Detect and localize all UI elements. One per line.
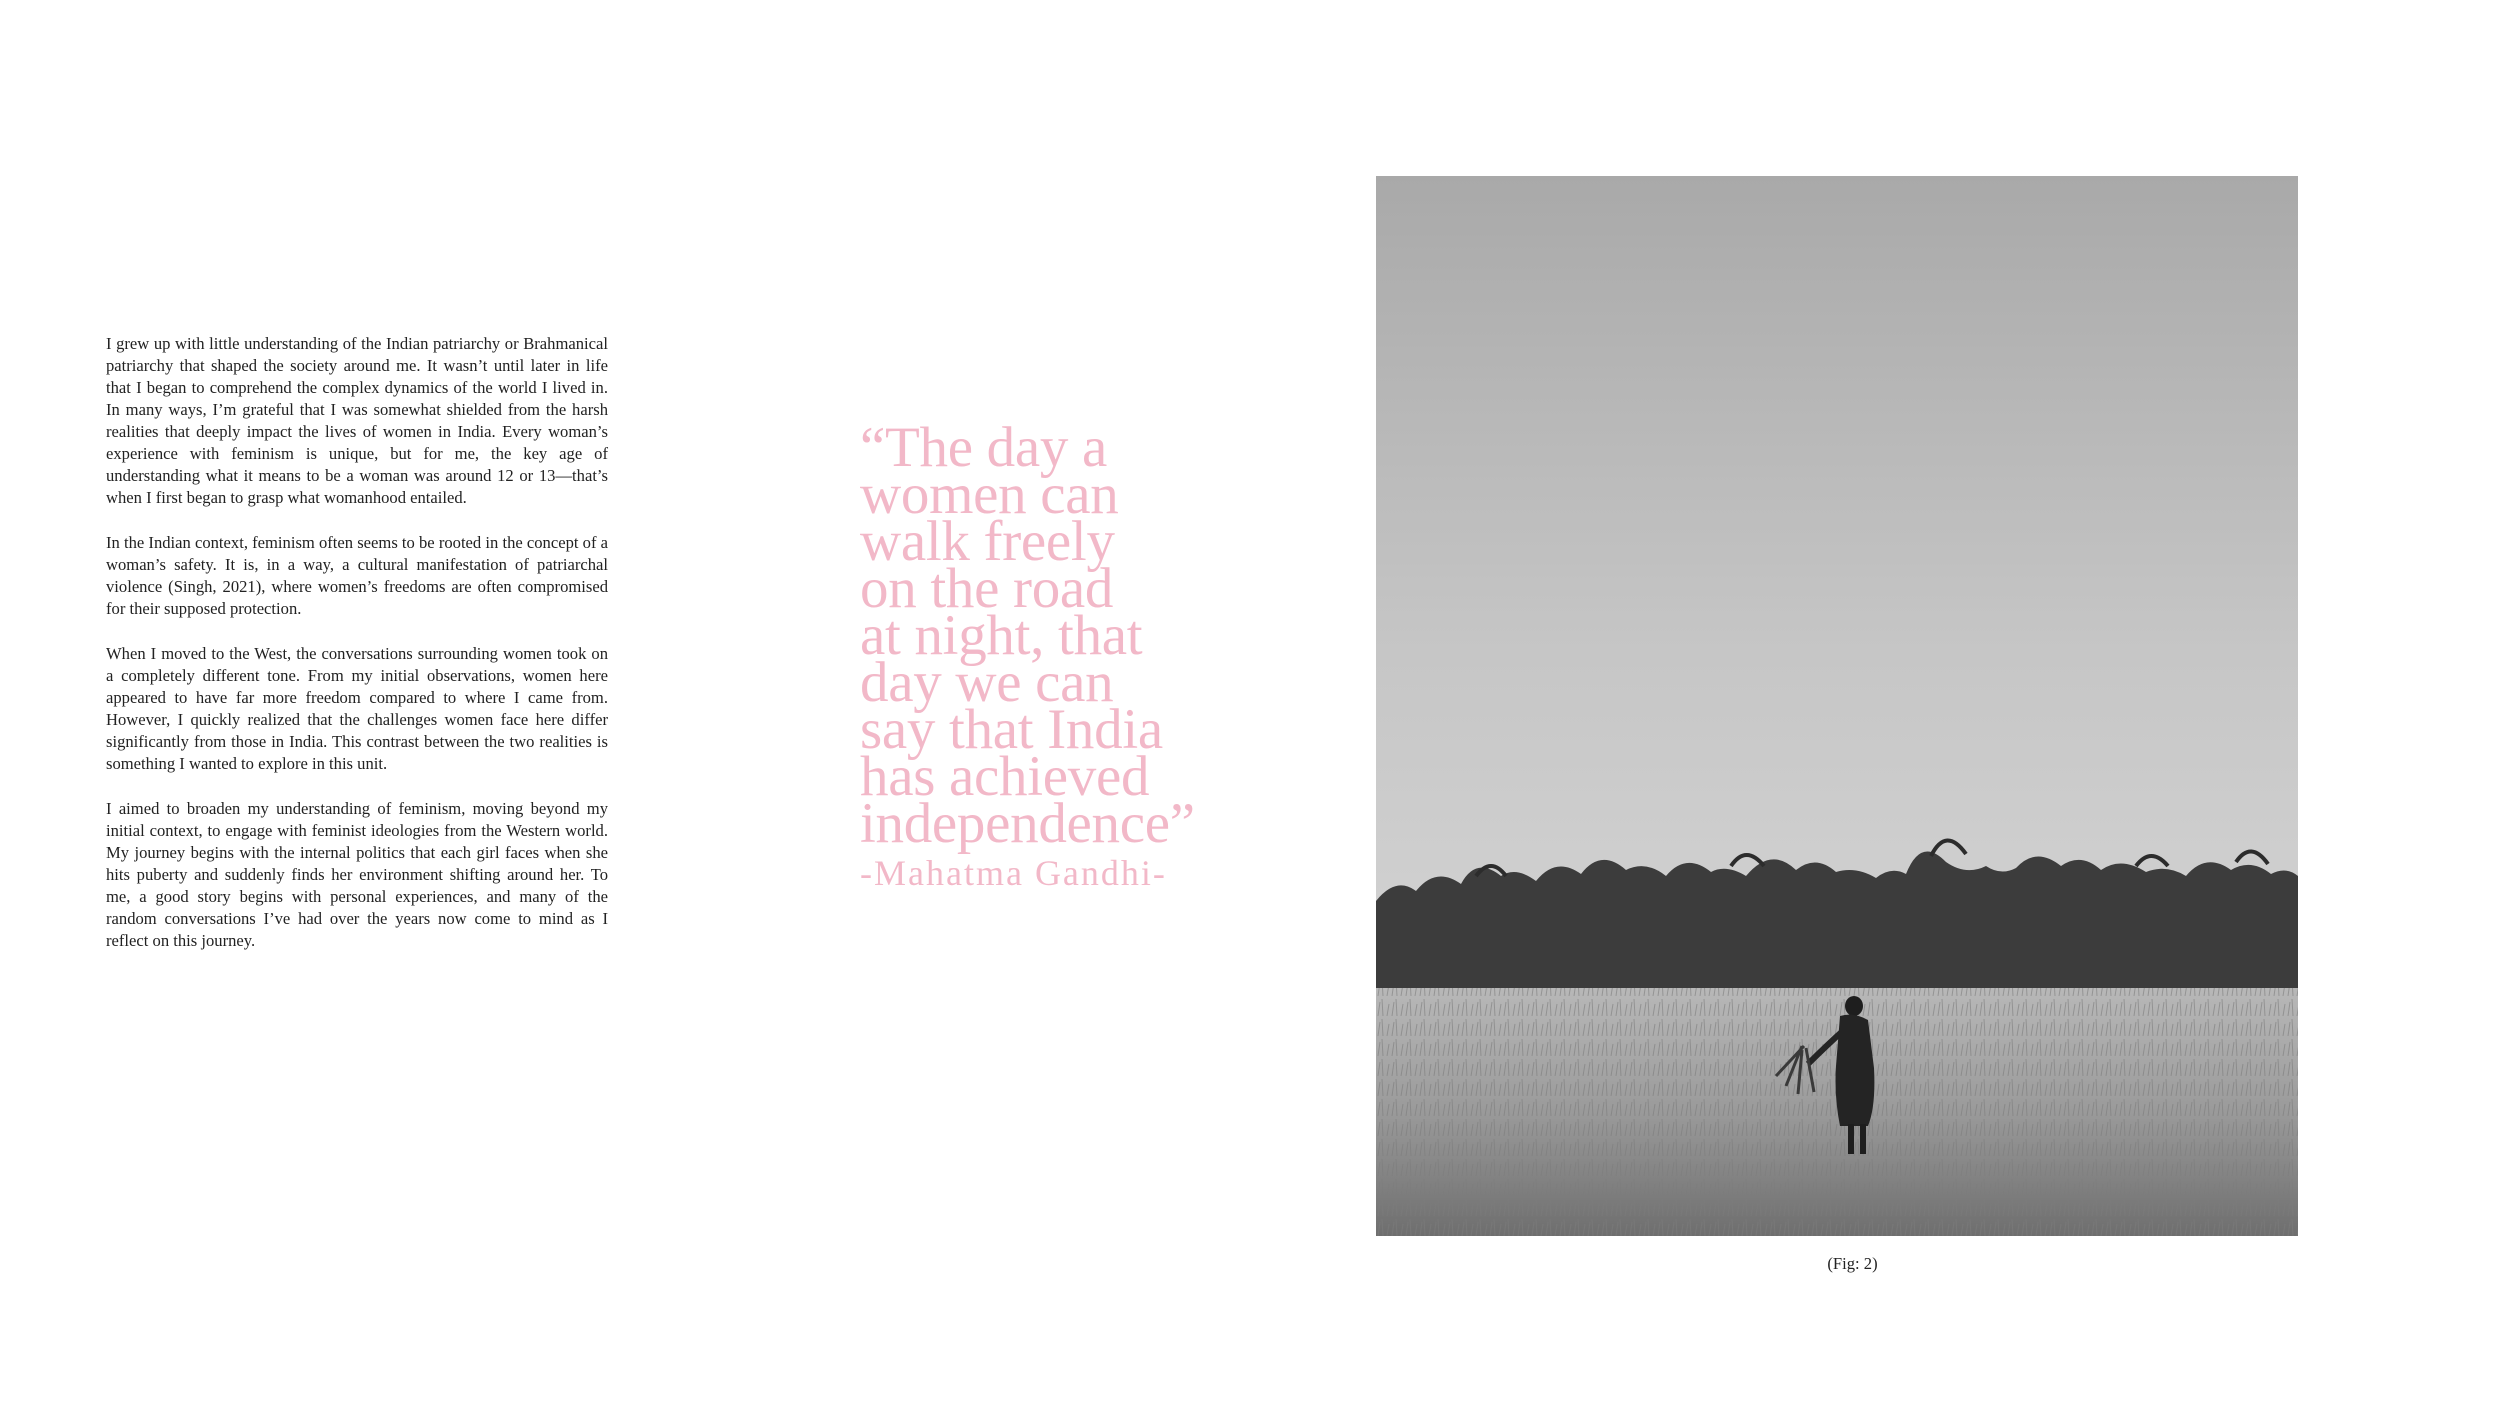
quote-line: has achieved [860, 745, 1150, 808]
grass-texture [1376, 988, 2298, 1236]
quote-line: say that India [860, 698, 1163, 761]
pull-quote [860, 416, 1280, 893]
quote-line: day we can [860, 651, 1114, 714]
essay-body [106, 333, 608, 975]
essay-paragraph-4: I aimed to broaden my understanding of feminism, moving beyond my initial context, to engage with feminist ideologies from the Western world. My journey begins with the internal politics that each girl faces when she hits puberty and suddenly finds her environment shifting around her. To me, a good story begins with personal experiences, and many of the random conversations I’ve had over the years now come to mind as I reflect on this journey. [106, 799, 608, 950]
quote-attribution: -Mahatma Gandhi- [860, 853, 1167, 893]
quote-line: walk freely [860, 510, 1115, 573]
field-photograph [1376, 176, 2298, 1236]
quote-text [860, 416, 1280, 855]
tree-line [1376, 851, 2298, 996]
quote-line: at night, that [860, 604, 1143, 667]
figure-caption: (Fig: 2) [1827, 1254, 1878, 1273]
quote-line: women can [860, 463, 1119, 526]
photograph-illustration [1376, 176, 2298, 1236]
quote-line: “The day a [860, 416, 1108, 479]
essay-paragraph-2: In the Indian context, feminism often seems to be rooted in the concept of a woman’s safety. It is, in a way, a cultural manifestation of patriarchal violence (Singh, 2021), where women’s freedoms are often compromised for their supposed protection. [106, 533, 608, 618]
quote-line: independence” [860, 792, 1195, 855]
essay-paragraph-3: When I moved to the West, the conversations surrounding women took on a completely different tone. From my initial observations, women here appeared to have far more freedom compared to where I came from. However, I quickly realized that the challenges women face here differ significantly from those in India. This contrast between the two realities is something I wanted to explore in this unit. [106, 644, 608, 773]
quote-line: on the road [860, 557, 1114, 620]
essay-paragraph-1: I grew up with little understanding of the Indian patriarchy or Brahmanical patriarchy that shaped the society around me. It wasn’t until later in life that I began to comprehend the complex dynamics of the world I lived in. In many ways, I’m grateful that I was somewhat shielded from the harsh realities that deeply impact the lives of women in India. Every woman’s experience with feminism is unique, but for me, the key age of understanding what it means to be a woman was around 12 or 13—that’s when I first began to grasp what womanhood entailed. [106, 334, 608, 507]
